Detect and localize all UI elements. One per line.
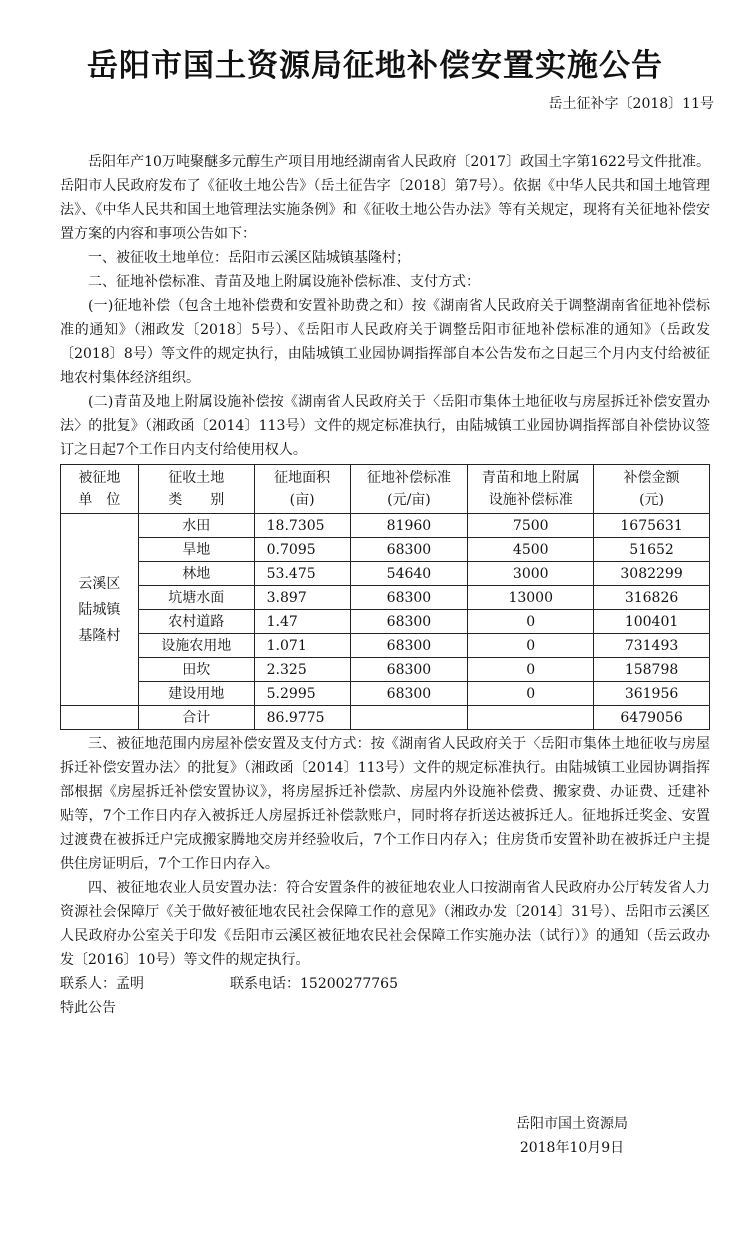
standard-cell: 68300 [350,538,468,562]
table-row [61,514,710,538]
table-row [61,586,710,610]
table-row [61,634,710,658]
land-type-cell: 旱地 [138,538,254,562]
section-1: 一、被征收土地单位：岳阳市云溪区陆城镇基隆村； [88,250,410,266]
crop-standard-cell: 4500 [468,538,594,562]
section-2-a: (一)征地补偿（包含土地补偿费和安置补助费之和）按《湖南省人民政府关于调整湖南省征地补偿标准的通知》（湘政发〔2018〕5号）、《岳阳市人民政府关于调整岳阳市征地补偿标准的通知》（岳政发〔2018〕8号）等文件的规定执行，由陆城镇工业园协调指挥部自本公告发布之日起三个月内支付给被征地农村集体经济组织。 [60,298,710,386]
section-2-b: (二)青苗及地上附属设施补偿按《湖南省人民政府关于〈岳阳市集体土地征收与房屋拆迁补偿安置办法〉的批复》（湘政函〔2014〕113号）文件的规定标准执行，由陆城镇工业园协调指挥部自补偿协议签订之日起7个工作日内支付给使用权人。 [60,394,710,458]
standard-cell: 81960 [350,514,468,538]
area-cell: 1.071 [254,634,350,658]
header-amount: 补偿金额 (元) [594,465,710,514]
total-area-cell: 86.9775 [254,706,350,730]
document-number: 岳土征补字〔2018〕11号 [548,96,714,112]
land-type-cell: 田坎 [138,658,254,682]
table-row [61,682,710,706]
total-amount-cell: 6479056 [594,706,710,730]
amount-cell: 100401 [594,610,710,634]
land-type-cell: 林地 [138,562,254,586]
amount-cell: 731493 [594,634,710,658]
table-row [61,538,710,562]
header-standard: 征地补偿标准 (元/亩) [350,465,468,514]
notice-body [60,150,710,1020]
standard-cell: 68300 [350,586,468,610]
crop-standard-cell: 0 [468,682,594,706]
section-2: 二、征地补偿标准、青苗及地上附属设施补偿标准、支付方式： [88,274,480,290]
amount-cell: 3082299 [594,562,710,586]
header-land-type: 征收土地 类 别 [138,465,254,514]
area-cell: 0.7095 [254,538,350,562]
header-unit: 被征地 单 位 [61,465,139,514]
header-crop-standard: 青苗和地上附属 设施补偿标准 [468,465,594,514]
amount-cell: 51652 [594,538,710,562]
crop-standard-cell: 0 [468,610,594,634]
amount-cell: 1675631 [594,514,710,538]
standard-cell: 68300 [350,658,468,682]
area-cell: 5.2995 [254,682,350,706]
table-row [61,562,710,586]
table-row [61,658,710,682]
unit-name-cell: 云溪区 陆城镇 基隆村 [61,514,139,706]
contact-phone: 联系电话：15200277765 [230,976,398,992]
land-type-cell: 设施农用地 [138,634,254,658]
contact-line [60,972,710,996]
crop-standard-cell: 7500 [468,514,594,538]
crop-standard-cell: 0 [468,634,594,658]
land-type-cell: 农村道路 [138,610,254,634]
amount-cell: 158798 [594,658,710,682]
table-header-row [61,465,710,514]
table-row [61,610,710,634]
signature-block [516,1112,628,1160]
section-3: 三、被征地范围内房屋补偿安置及支付方式：按《湖南省人民政府关于〈岳阳市集体土地征收与房屋拆迁补偿安置办法〉的批复》（湘政函〔2014〕113号）文件的规定标准执行。由陆城镇工业园协调指挥部根据《房屋拆迁补偿安置协议》，将房屋拆迁补偿款、房屋内外设施补偿费、搬家费、办证费、迁建补贴等，7个工作日内存入被拆迁人房屋拆迁补偿款账户，同时将存折送达被拆迁人。征地拆迁奖金、安置过渡费在被拆迁户完成搬家腾地交房并经验收后，7个工作日内存入；住房货币安置补助在被拆迁户主提供住房证明后，7个工作日内存入。 [60,736,710,872]
issue-date: 2018年10月9日 [519,1140,625,1156]
amount-cell: 316826 [594,586,710,610]
header-area: 征地面积 (亩) [254,465,350,514]
standard-cell: 68300 [350,610,468,634]
area-cell: 18.7305 [254,514,350,538]
area-cell: 2.325 [254,658,350,682]
standard-cell: 68300 [350,682,468,706]
contact-person: 联系人：孟明 [60,976,144,992]
area-cell: 3.897 [254,586,350,610]
compensation-table [60,464,710,730]
closing-line: 特此公告 [60,1000,116,1016]
issuing-organization: 岳阳市国土资源局 [516,1116,628,1132]
standard-cell: 54640 [350,562,468,586]
amount-cell: 361956 [594,682,710,706]
crop-standard-cell: 3000 [468,562,594,586]
area-cell: 1.47 [254,610,350,634]
intro-paragraph: 岳阳年产10万吨聚醚多元醇生产项目用地经湖南省人民政府〔2017〕政国土字第1622号文件批准。岳阳市人民政府发布了《征收土地公告》（岳土征告字〔2018〕第7号）。依据《中华人民共和国土地管理法》、《中华人民共和国土地管理法实施条例》和《征收土地公告办法》等有关规定，现将有关征地补偿安置方案的内容和事项公告如下： [60,154,710,242]
crop-standard-cell: 13000 [468,586,594,610]
standard-cell: 68300 [350,634,468,658]
crop-standard-cell: 0 [468,658,594,682]
section-4: 四、被征地农业人员安置办法：符合安置条件的被征地农业人口按湖南省人民政府办公厅转发省人力资源社会保障厅《关于做好被征地农民社会保障工作的意见》（湘政办发〔2014〕31号）、岳阳市云溪区人民政府办公室关于印发《岳阳市云溪区被征地农民社会保障工作实施办法（试行）》的通知（岳云政办发〔2016〕10号）等文件的规定执行。 [60,880,710,968]
land-type-cell: 水田 [138,514,254,538]
table-total-row [61,706,710,730]
land-type-cell: 坑塘水面 [138,586,254,610]
area-cell: 53.475 [254,562,350,586]
land-type-cell: 建设用地 [138,682,254,706]
total-label-cell: 合计 [138,706,254,730]
page-title: 岳阳市国土资源局征地补偿安置实施公告 [87,48,663,84]
